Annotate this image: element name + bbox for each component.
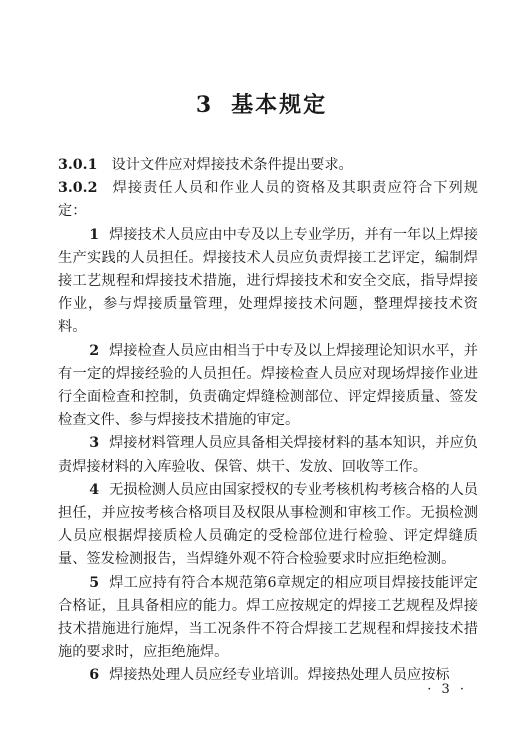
list-item: [58, 340, 478, 433]
clause-number: 3.0.2: [58, 180, 98, 197]
item-text: 焊接材料管理人员应具备相关焊接材料的基本知识，并应负责焊接材料的入库验收、保管、烘干、发放、回收等工作。: [58, 435, 478, 475]
list-item: [58, 572, 478, 665]
item-text: 无损检测人员应由国家授权的专业考核机构考核合格的人员担任，并应按考核合格项目及权限从事检测和审核工作。无损检测人员应根据焊接质检人员确定的受检部位进行检验、评定焊缝质量、签发检测报告，当焊缝外观不符合检验要求时应拒绝检测。: [58, 481, 478, 568]
item-number: 1: [89, 226, 100, 243]
item-number: 3: [89, 435, 100, 452]
item-text: 焊工应持有符合本规范第6章规定的相应项目焊接技能评定合格证，且具备相应的能力。焊工应按规定的焊接工艺规程及焊接技术措施进行施焊，当工况条件不符合焊接工艺规程和焊接技术措施的要求时，应拒绝施焊。: [58, 574, 478, 661]
chapter-title: [0, 88, 523, 119]
item-number: 5: [89, 574, 100, 591]
page-number: · 3 ·: [427, 682, 467, 697]
clause-text: 焊接责任人员和作业人员的资格及其职责应符合下列规定：: [58, 180, 478, 220]
item-number: 2: [89, 342, 100, 359]
list-item: [58, 224, 478, 340]
item-text: 焊接技术人员应由中专及以上专业学历，并有一年以上焊接生产实践的人员担任。焊接技术人员应负责焊接工艺评定，编制焊接工艺规程和焊接技术措施，进行焊接技术和安全交底，指导焊接作业，参与焊接质量管理，处理焊接技术问题，整理焊接技术资料。: [58, 226, 478, 336]
list-item: [58, 479, 478, 572]
clause-text: 设计文件应对焊接技术条件提出要求。: [111, 157, 353, 173]
body-text: [58, 154, 478, 688]
item-number: 6: [89, 667, 100, 684]
list-item: [58, 432, 478, 478]
item-number: 4: [89, 481, 100, 498]
list-item: [58, 664, 478, 687]
item-text: 焊接检查人员应由相当于中专及以上焊接理论知识水平，并有一定的焊接经验的人员担任。焊接检查人员应对现场焊接作业进行全面检查和控制，负责确定焊缝检测部位、评定焊接质量、签发检查文件、参与焊接技术措施的审定。: [58, 342, 478, 429]
clause-3-0-2: [58, 177, 478, 223]
clause-number: 3.0.1: [58, 157, 98, 173]
chapter-title-text: 基本规定: [231, 92, 328, 118]
item-text: 焊接热处理人员应经专业培训。焊接热处理人员应按标: [109, 667, 450, 684]
clause-3-0-1: [58, 154, 478, 177]
chapter-number: 3: [195, 92, 214, 118]
